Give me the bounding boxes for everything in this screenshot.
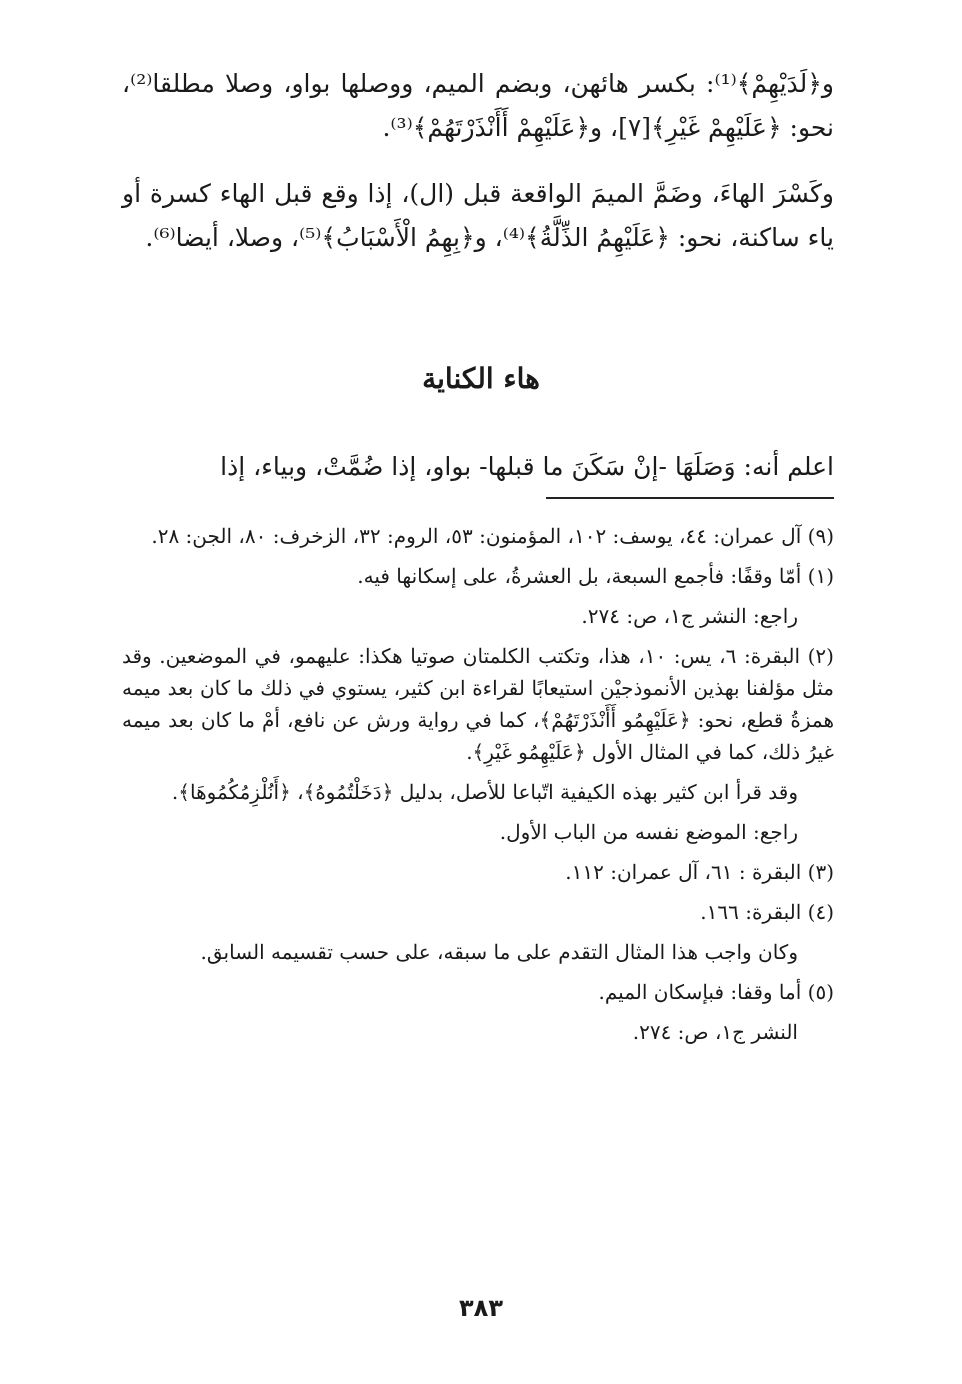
footnotes — [122, 520, 834, 1056]
footnote-reference: النشر ج١، ص: ٢٧٤. — [632, 1020, 798, 1044]
paragraph-lahum-rule: و﴿لَدَيْهِمْ﴾⁽¹⁾: بكسر هائهن، وبضم الميم، ووصلها بواو، وصلا مطلقا⁽²⁾، نحو: ﴿عَلَيْهِمْ غَيْرِ﴾[٧]، و﴿عَلَيْهِمْ أَأَنْذَرْتَهُمْ﴾⁽³⁾. — [122, 69, 834, 142]
footnote-continuation: وكان واجب هذا المثال التقدم على ما سبقه، على حسب تقسيمه السابق. — [200, 940, 798, 964]
footnote-separator — [546, 497, 834, 499]
footnote: (٥) أما وقفا: فبإسكان الميم. — [598, 980, 834, 1004]
footnote-reference: راجع: الموضع نفسه من الباب الأول. — [499, 820, 798, 844]
footnote-reference: راجع: النشر ج١، ص: ٢٧٤. — [581, 604, 798, 628]
footnote: (٩) آل عمران: ٤٤، يوسف: ١٠٢، المؤمنون: ٥٣، الروم: ٣٢، الزخرف: ٨٠، الجن: ٢٨. — [151, 524, 834, 548]
footnote: (٣) البقرة : ٦١، آل عمران: ١١٢. — [565, 860, 834, 884]
footnote: (٢) البقرة: ٦، يس: ١٠، هذا، وتكتب الكلمتان صوتيا هكذا: عليهمو، في الموضعين. وقد مثل مؤلفنا بهذين الأنموذجيْن استيعابًا لقراءة ابن كثير، يستوي في ذلك ما كان بعد ميمه همزةُ قطع، نحو: ﴿عَلَيْهِمُو أَأَنْذَرْتَهُمْ﴾، كما في رواية ورش عن نافع، أمْ ما كان بعد ميمه غيرُ ذلك، كما في المثال الأول ﴿عَلَيْهِمُو غَيْرِ﴾. — [122, 644, 834, 764]
footnote: (١) أمّا وقفًا: فأجمع السبعة، بل العشرةُ، على إسكانها فيه. — [357, 564, 834, 588]
footnote: (٤) البقرة: ١٦٦. — [700, 900, 834, 924]
paragraph-kasr-haa-rule: وكَسْرَ الهاءَ، وضَمَّ الميمَ الواقعة قبل (ال)، إذا وقع قبل الهاء كسرة أو ياء ساكنة، نحو: ﴿عَلَيْهِمُ الذِّلَّةُ﴾⁽⁴⁾، و﴿بِهِمُ الْأَسْبَابُ﴾⁽⁵⁾، وصلا، أيضا⁽⁶⁾. — [122, 179, 834, 252]
footnote-continuation: وقد قرأ ابن كثير بهذه الكيفية اتّباعا للأصل، بدليل ﴿دَخَلْتُمُوهُ﴾، ﴿أَنُلْزِمُكُمُوهَا﴾. — [171, 780, 798, 804]
main-text — [122, 62, 834, 282]
section-heading: هاء الكناية — [422, 362, 540, 395]
page-number: ٣٨٣ — [459, 1294, 503, 1322]
intro-paragraph: اعلم أنه: وَصَلَهَا -إنْ سَكَنَ ما قبلها- بواو، إذا ضُمَّتْ، وبياء، إذا — [220, 452, 834, 481]
